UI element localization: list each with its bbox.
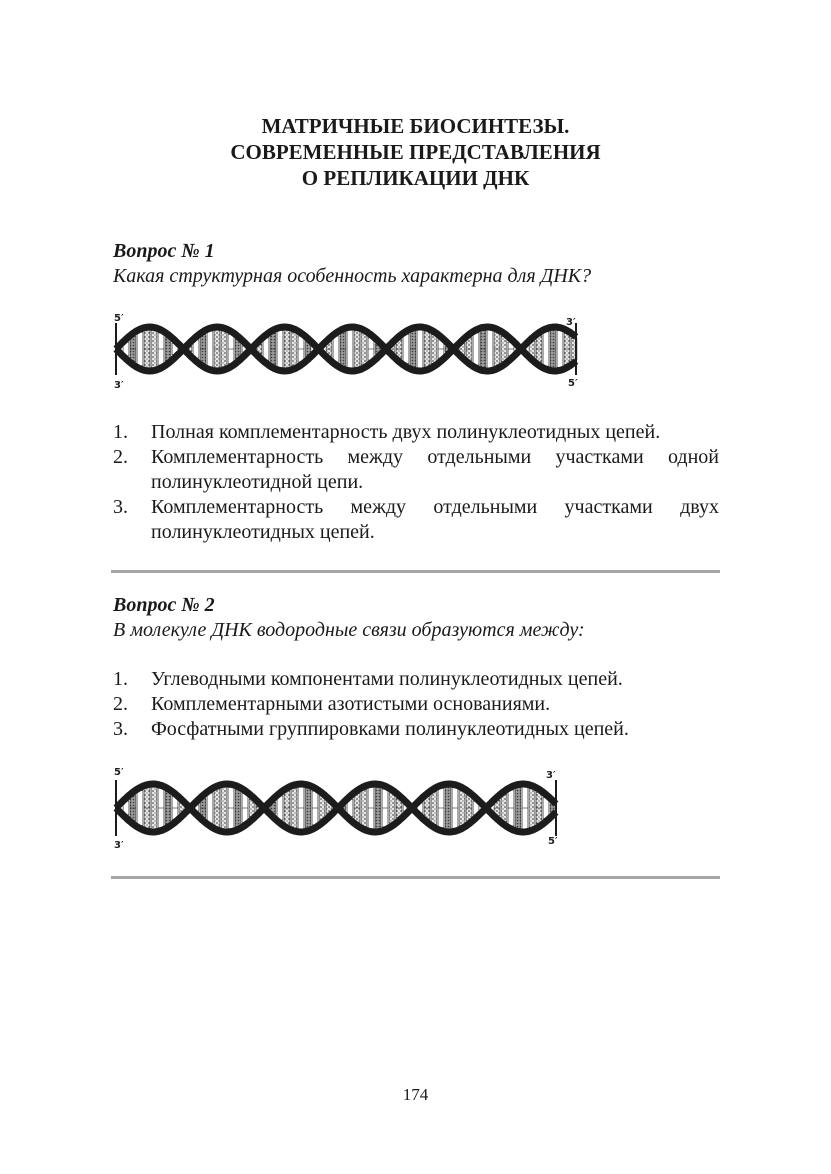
option-number: 3. bbox=[113, 718, 128, 740]
option-number: 1. bbox=[113, 668, 128, 690]
question-2-options bbox=[113, 667, 719, 742]
option-number: 1. bbox=[113, 421, 128, 443]
question-2-text: В молекуле ДНК водородные связи образуются между: bbox=[113, 619, 585, 641]
question-1-options bbox=[113, 420, 719, 545]
section-divider bbox=[111, 876, 720, 879]
answer-option[interactable] bbox=[113, 445, 719, 495]
option-text: Комплементарность между отдельными участками одной полинуклеотидной цепи. bbox=[151, 446, 719, 493]
answer-option[interactable] bbox=[113, 692, 719, 717]
question-2-label: Вопрос № 2 bbox=[113, 594, 215, 616]
option-text: Комплементарность между отдельными участками двух полинуклеотидных цепей. bbox=[151, 496, 719, 543]
answer-option[interactable] bbox=[113, 495, 719, 545]
question-1-text: Какая структурная особенность характерна для ДНК? bbox=[113, 265, 592, 287]
answer-option[interactable] bbox=[113, 420, 719, 445]
title-line-1: МАТРИЧНЫЕ БИОСИНТЕЗЫ. bbox=[261, 114, 570, 138]
option-text: Углеводными компонентами полинуклеотидных цепей. bbox=[151, 668, 623, 690]
option-text: Комплементарными азотистыми основаниями. bbox=[151, 693, 551, 715]
label-5-prime-bottom-right: 5′ bbox=[548, 836, 558, 847]
label-5-prime-bottom-right: 5′ bbox=[568, 378, 578, 389]
option-text: Полная комплементарность двух полинуклеотидных цепей. bbox=[151, 421, 661, 443]
option-number: 2. bbox=[113, 693, 128, 715]
label-3-prime-top-right: 3′ bbox=[546, 770, 556, 781]
label-3-prime-bottom-left: 3′ bbox=[114, 380, 124, 391]
option-number: 2. bbox=[113, 446, 128, 468]
dna-helix-diagram-2 bbox=[108, 762, 568, 852]
question-1-label: Вопрос № 1 bbox=[113, 240, 215, 262]
option-number: 3. bbox=[113, 496, 128, 518]
dna-helix-body bbox=[116, 780, 556, 836]
dna-helix-diagram-1 bbox=[108, 308, 588, 392]
title-line-3: О РЕПЛИКАЦИИ ДНК bbox=[301, 166, 530, 190]
label-3-prime-bottom-left: 3′ bbox=[114, 840, 124, 851]
label-5-prime-top-left: 5′ bbox=[114, 767, 124, 778]
answer-option[interactable] bbox=[113, 717, 719, 742]
section-divider bbox=[111, 570, 720, 573]
option-text: Фосфатными группировками полинуклеотидных цепей. bbox=[151, 718, 629, 740]
page-number: 174 bbox=[402, 1085, 429, 1104]
label-3-prime-top-right: 3′ bbox=[566, 317, 576, 328]
label-5-prime-top-left: 5′ bbox=[114, 313, 124, 324]
title-line-2: СОВРЕМЕННЫЕ ПРЕДСТАВЛЕНИЯ bbox=[230, 140, 601, 164]
answer-option[interactable] bbox=[113, 667, 719, 692]
dna-helix-body bbox=[116, 323, 577, 375]
page-title bbox=[0, 113, 831, 191]
